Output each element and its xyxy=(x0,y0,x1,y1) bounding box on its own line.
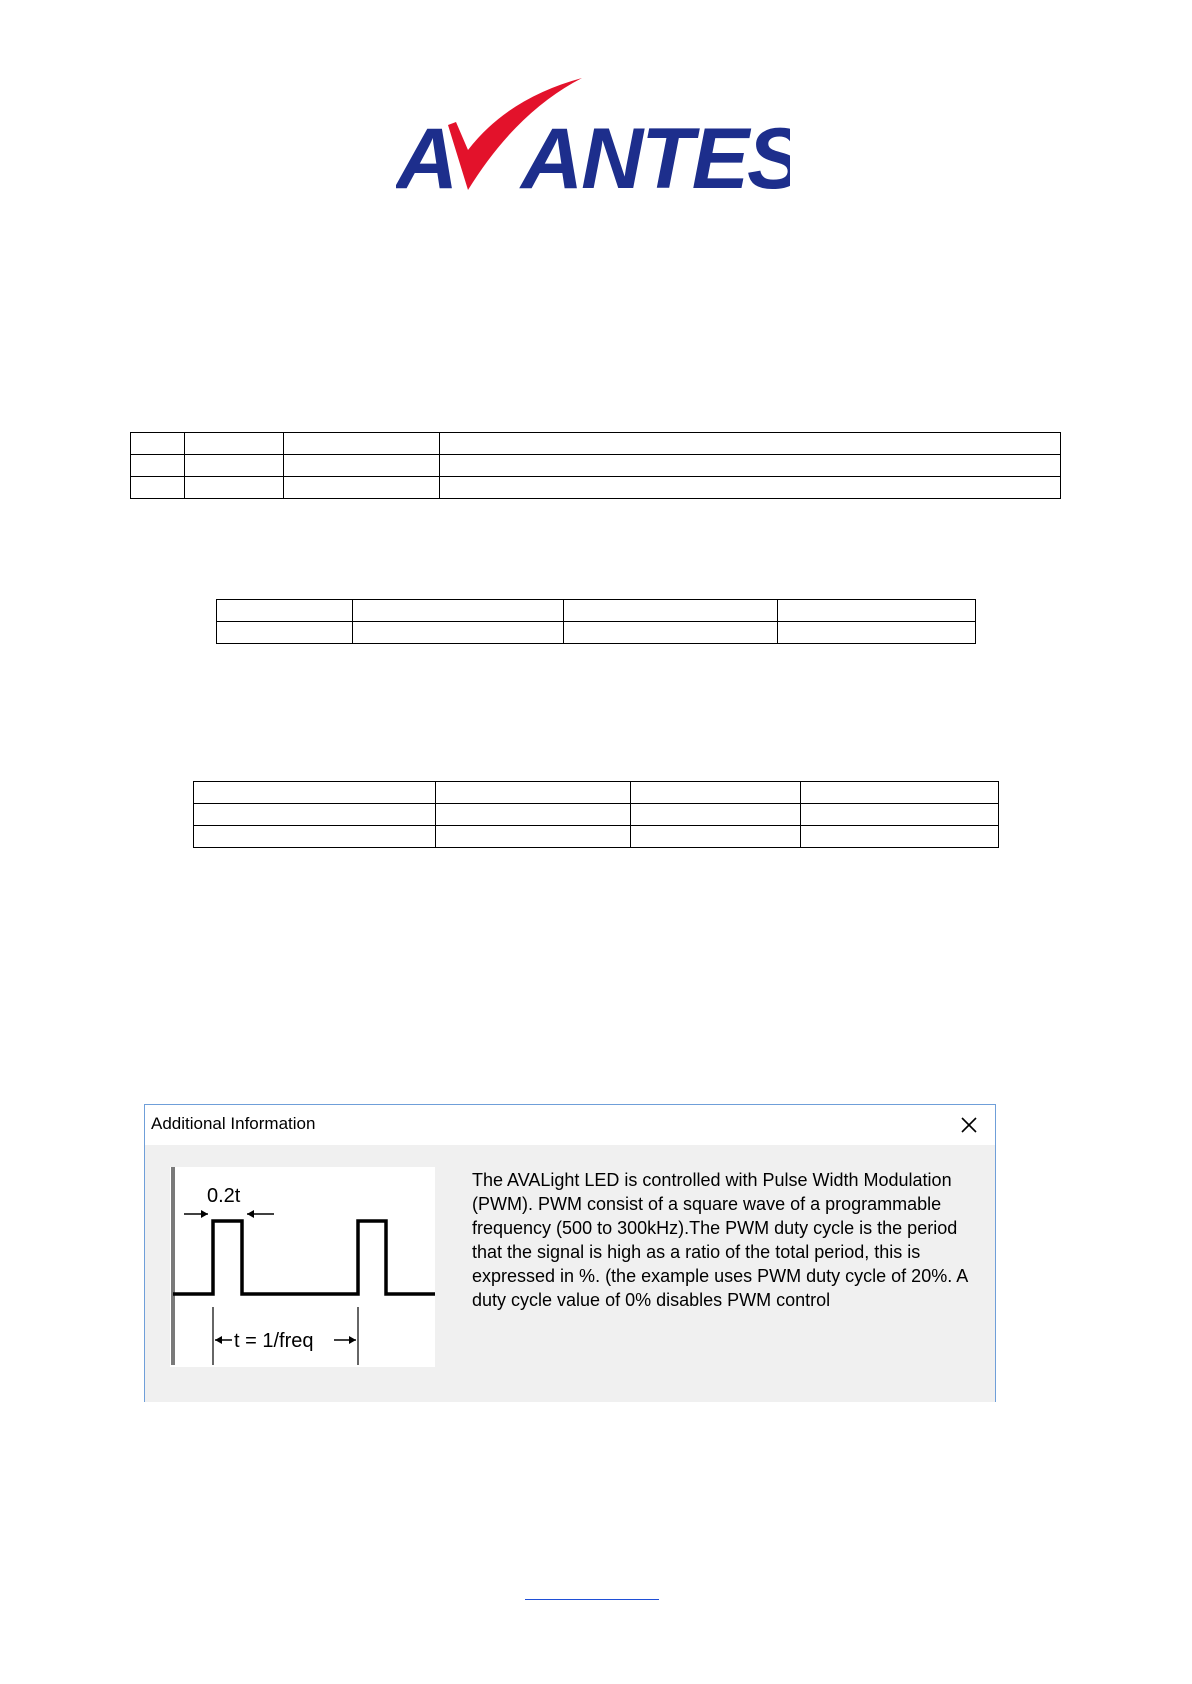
table-row xyxy=(217,622,976,644)
table-3 xyxy=(193,781,999,848)
table-2 xyxy=(216,599,976,644)
footer-link[interactable] xyxy=(525,1583,659,1600)
svg-text:A: A xyxy=(396,111,459,200)
table-row xyxy=(194,804,999,826)
additional-information-dialog xyxy=(144,1104,996,1402)
pulse-width-label: 0.2t xyxy=(207,1185,241,1207)
svg-text:ANTES: ANTES xyxy=(521,111,790,200)
table-row xyxy=(217,600,976,622)
pwm-diagram xyxy=(170,1167,435,1367)
avantes-logo-graphic xyxy=(396,70,790,200)
table-row xyxy=(194,826,999,848)
table-row xyxy=(131,433,1061,455)
dialog-description: The AVALight LED is controlled with Pulse Width Modulation (PWM). PWM consist of a square wave of a programmable frequency (500 to 300kHz).The PWM duty cycle is the period that the signal is high as a ratio of the total period, this is expressed in %. (the example uses PWM duty cycle of 20%. A duty cycle value of 0% disables PWM control xyxy=(472,1170,968,1310)
period-label: t = 1/freq xyxy=(234,1330,314,1352)
table-row xyxy=(131,477,1061,499)
table-row xyxy=(194,782,999,804)
dialog-title: Additional Information xyxy=(151,1114,316,1133)
table-row xyxy=(131,455,1061,477)
pwm-waveform-graphic xyxy=(170,1167,435,1367)
table-1 xyxy=(130,432,1061,499)
avantes-logo xyxy=(396,70,790,200)
close-icon[interactable] xyxy=(957,1113,981,1137)
dialog-titlebar xyxy=(145,1104,995,1145)
